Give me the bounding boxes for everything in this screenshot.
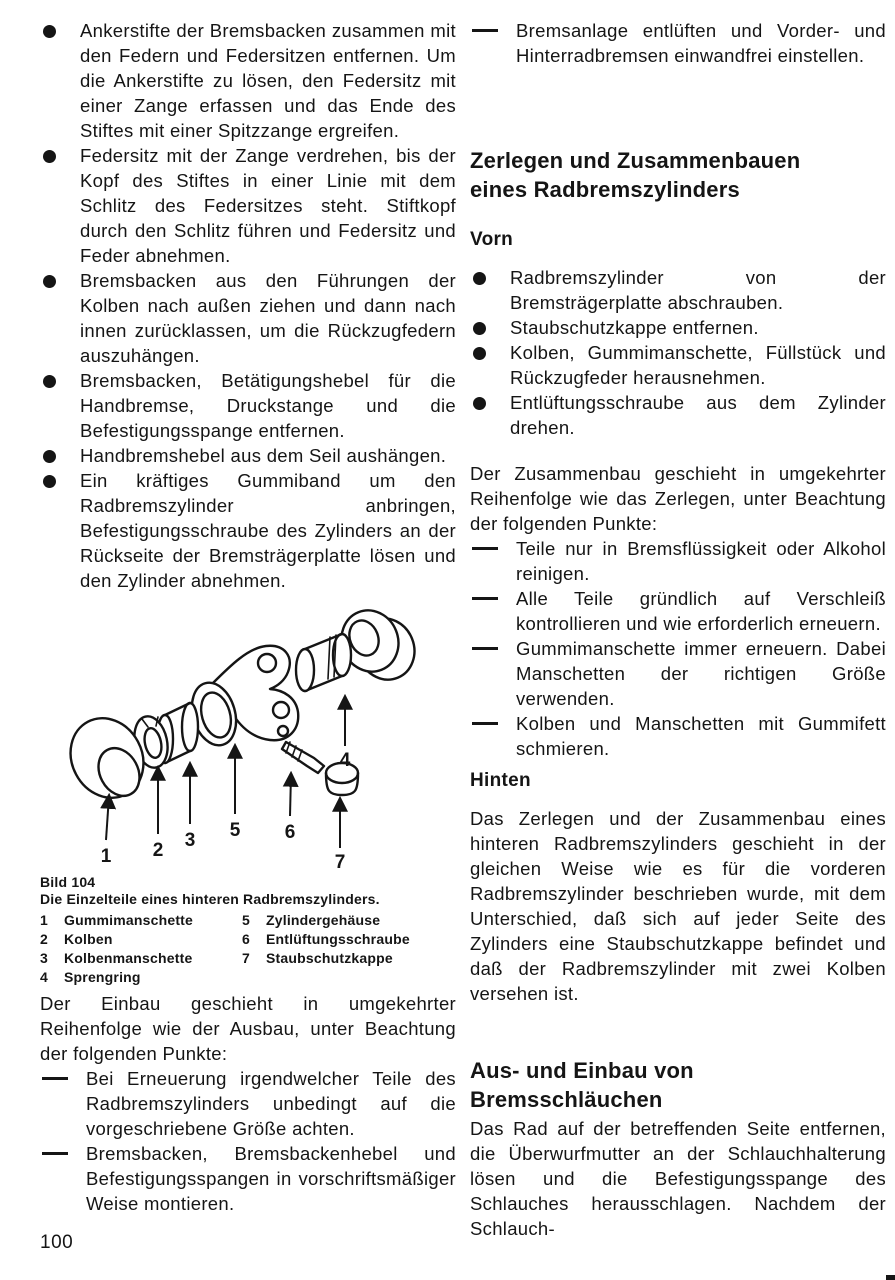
- list-item: [470, 18, 886, 68]
- hoses-paragraph: Das Rad auf der betreffenden Seite entfernen, die Überwurfmutter an der Schlauchhalterung lösen und die Befestigungsspange des Schlauches herausschlagen. Nachdem der Schlauch-: [470, 1118, 886, 1239]
- figure-caption-id: Bild 104: [40, 874, 96, 890]
- list-item: [40, 143, 456, 268]
- legend-label: Gummimanschette: [64, 912, 194, 928]
- list-item-text: Handbremshebel aus dem Seil aushängen.: [80, 445, 447, 466]
- dash-icon: [472, 722, 498, 725]
- figure-caption: [40, 874, 456, 908]
- bullet-icon: [43, 150, 56, 163]
- legend-num: 5: [242, 912, 250, 928]
- list-item-text: Teile nur in Bremsflüssigkeit oder Alkohol reinigen.: [516, 538, 886, 584]
- rear-paragraph: Das Zerlegen und der Zusammenbau eines hinteren Radbremszylinders geschieht in der gleichen Weise wie es für die vorderen Radbremszylinder beschrieben wurde, mit dem Unterschied, daß sich auf jeder Seite des Zylinders eine Staubschutzkappe befindet und daß der Radbremszylinder mit zwei Kolben versehen ist.: [470, 808, 886, 1004]
- legend-num: 2: [40, 931, 48, 947]
- removal-bullet-list: [40, 18, 456, 593]
- list-item-text: Ankerstifte der Bremsbacken zusammen mit den Federn und Federsitzen entfernen. Um die Ankerstifte zu lösen, den Federsitz mit einer Zange erfassen und das Ende des Stiftes mit einer Spitzzange ergreifen.: [80, 20, 456, 141]
- dash-icon: [472, 547, 498, 550]
- list-item: [40, 368, 456, 443]
- bleeding-dash-list: [470, 18, 886, 68]
- list-item: [470, 711, 886, 761]
- list-item-text: Gummimanschette immer erneuern. Dabei Manschetten der richtigen Größe verwenden.: [516, 638, 886, 709]
- list-item-text: Alle Teile gründlich auf Verschleiß kontrollieren und wie erforderlich erneuern.: [516, 588, 886, 634]
- installation-block: [40, 991, 456, 1216]
- legend-num: 6: [242, 931, 250, 947]
- list-item-text: Bei Erneuerung irgendwelcher Teile des Radbremszylinders unbedingt auf die vorgeschriebene Größe achten.: [86, 1068, 456, 1139]
- list-item-text: Radbremszylinder von der Bremsträgerplatte abschrauben.: [510, 267, 886, 313]
- figure-part-piston-circlip: [296, 634, 351, 691]
- front-bullet-list: [470, 265, 886, 440]
- list-item-text: Bremsbacken aus den Führungen der Kolben nach außen ziehen und dann nach innen zurücklassen, um die Rückzugfedern auszuhängen.: [80, 270, 456, 366]
- bullet-icon: [43, 375, 56, 388]
- list-item-text: Bremsbacken, Bremsbackenhebel und Befestigungsspangen in vorschriftsmäßiger Weise montieren.: [86, 1143, 456, 1214]
- heading-line: eines Radbremszylinders: [470, 177, 740, 202]
- part-number-label: 6: [284, 822, 296, 843]
- list-item: [470, 586, 886, 636]
- list-item: [40, 443, 456, 468]
- figure-part-bleed-screw: [282, 742, 324, 773]
- reassembly-block: [470, 461, 886, 761]
- page-number: 100: [40, 1232, 74, 1253]
- bullet-icon: [43, 25, 56, 38]
- list-item: [40, 1141, 456, 1216]
- list-item-text: Bremsanlage entlüften und Vorder- und Hinterradbremsen einwandfrei einstellen.: [516, 20, 886, 66]
- section-heading-zerlegen: [470, 146, 886, 204]
- list-item-text: Staubschutzkappe entfernen.: [510, 317, 759, 338]
- bullet-icon: [473, 272, 486, 285]
- dash-icon: [472, 647, 498, 650]
- list-item: [40, 1066, 456, 1141]
- installation-intro: Der Einbau geschieht in umgekehrter Reihenfolge wie der Ausbau, unter Beachtung der folgenden Punkte:: [40, 993, 456, 1064]
- section-heading-bremsschlaeuche: Aus- und Einbau von Bremsschläuchen: [470, 1058, 694, 1112]
- legend-label: Sprengring: [64, 969, 141, 985]
- legend-num: 1: [40, 912, 48, 928]
- list-item: [40, 268, 456, 368]
- exploded-view-diagram: [54, 596, 470, 874]
- dash-icon: [472, 29, 498, 32]
- bullet-icon: [473, 322, 486, 335]
- legend-label: Zylindergehäuse: [266, 912, 381, 928]
- list-item: [470, 536, 886, 586]
- subheading-hinten: Hinten: [470, 770, 531, 791]
- part-number-label: 4: [339, 750, 351, 771]
- scan-mark: [886, 1275, 895, 1280]
- legend-num: 4: [40, 969, 48, 985]
- dash-icon: [42, 1077, 68, 1080]
- list-item: [470, 315, 886, 340]
- part-number-label: 1: [100, 846, 112, 867]
- list-item-text: Federsitz mit der Zange verdrehen, bis der Kopf des Stiftes in einer Linie mit dem Schlitz des Federsitzes steht. Stiftkopf durch den Schlitz führen und Federsitz und Feder abnehmen.: [80, 145, 456, 266]
- figure-caption-title: Die Einzelteile eines hinteren Radbremszylinders.: [40, 891, 380, 907]
- legend-num: 7: [242, 950, 250, 966]
- list-item-text: Entlüftungsschraube aus dem Zylinder drehen.: [510, 392, 886, 438]
- list-item: [470, 340, 886, 390]
- dash-icon: [42, 1152, 68, 1155]
- part-number-label: 5: [229, 820, 241, 841]
- bullet-icon: [43, 475, 56, 488]
- list-item: [470, 390, 886, 440]
- legend-label: Entlüftungsschraube: [266, 931, 410, 947]
- list-item: [40, 468, 456, 593]
- part-number-label: 3: [184, 830, 196, 851]
- part-number-label: 2: [152, 840, 164, 861]
- legend-num: 3: [40, 950, 48, 966]
- part-number-label: 7: [334, 852, 346, 873]
- figure-parts-legend: [40, 911, 456, 987]
- legend-label: Kolbenmanschette: [64, 950, 193, 966]
- bullet-icon: [473, 347, 486, 360]
- list-item-text: Kolben und Manschetten mit Gummifett schmieren.: [516, 713, 886, 759]
- list-item: [470, 636, 886, 711]
- legend-label: Staubschutzkappe: [266, 950, 393, 966]
- subheading-vorn: Vorn: [470, 229, 514, 250]
- list-item: [40, 18, 456, 143]
- list-item-text: Bremsbacken, Betätigungshebel für die Handbremse, Druckstange und die Befestigungsspange entfernen.: [80, 370, 456, 441]
- legend-label: Kolben: [64, 931, 113, 947]
- list-item-text: Kolben, Gummimanschette, Füllstück und Rückzugfeder herausnehmen.: [510, 342, 886, 388]
- list-item-text: Ein kräftiges Gummiband um den Radbremszylinder anbringen, Befestigungsschraube des Zylinders an der Rückseite der Bremsträgerplatte lösen und den Zylinder abnehmen.: [80, 470, 456, 591]
- bullet-icon: [43, 450, 56, 463]
- heading-line: Zerlegen und Zusammenbauen: [470, 148, 801, 173]
- reassembly-intro: Der Zusammenbau geschieht in umgekehrter Reihenfolge wie das Zerlegen, unter Beachtung der folgenden Punkte:: [470, 463, 886, 534]
- list-item: [470, 265, 886, 315]
- bullet-icon: [473, 397, 486, 410]
- bullet-icon: [43, 275, 56, 288]
- dash-icon: [472, 597, 498, 600]
- figure-part-cylinder-housing: [185, 646, 298, 751]
